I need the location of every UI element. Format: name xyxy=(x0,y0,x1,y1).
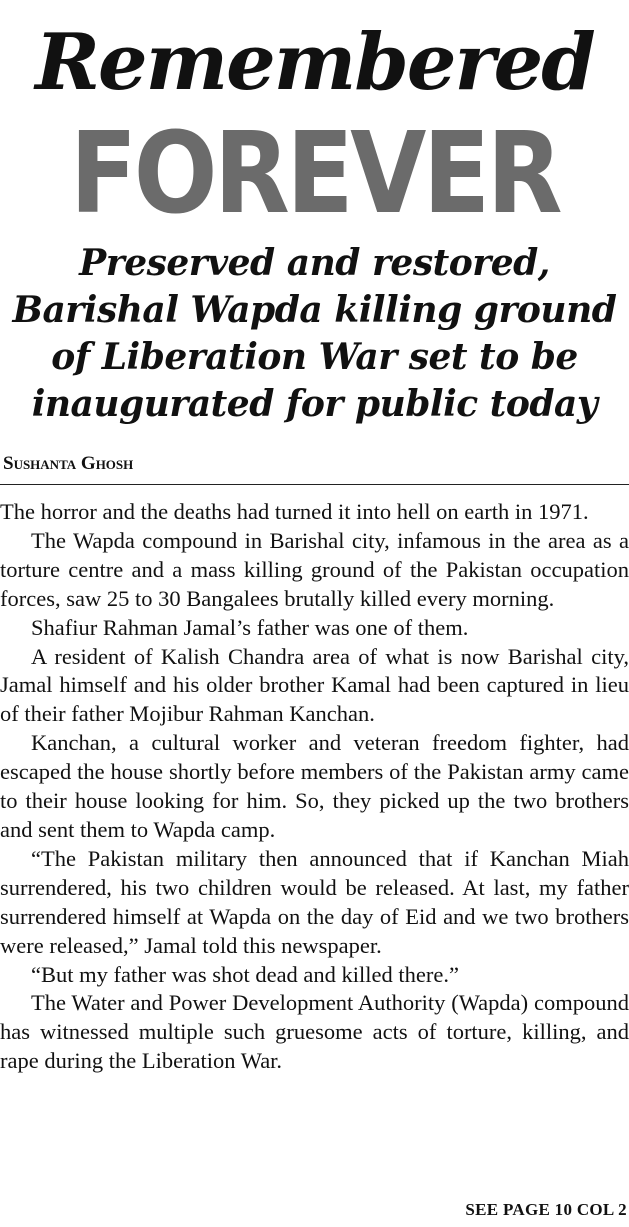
continued-on-line: SEE PAGE 10 COL 2 xyxy=(465,1200,627,1219)
article-paragraph: The Wapda compound in Barishal city, infamous in the area as a torture centre and a mass killing ground of the Pakistan occupation forces, saw 25 to 30 Bangalees brutally killed every morning. xyxy=(0,527,629,611)
deck-line: of Liberation War set to be xyxy=(51,336,578,378)
byline-divider xyxy=(0,484,629,485)
deck-line: inaugurated for public today xyxy=(31,383,598,425)
article-paragraph: “But my father was shot dead and killed there.” xyxy=(31,961,459,987)
headline-title: FOREVER xyxy=(69,109,560,239)
article-paragraph: Kanchan, a cultural worker and veteran freedom fighter, had escaped the house shortly before members of the Pakistan army came to their house looking for him. So, they picked up the two brothers and sent them to Wapda camp. xyxy=(0,730,629,842)
article-paragraph: The horror and the deaths had turned it into hell on earth in 1971. xyxy=(0,499,589,524)
article-paragraph: Shafiur Rahman Jamal’s father was one of them. xyxy=(31,614,469,640)
article-body xyxy=(0,498,629,1076)
article-paragraph: A resident of Kalish Chandra area of what is now Barishal city, Jamal himself and his older brother Kamal had been captured in lieu of their father Mojibur Rahman Kanchan. xyxy=(0,643,629,727)
article-paragraph: “The Pakistan military then announced that if Kanchan Miah surrendered, his two children would be released. At last, my father surrendered himself at Wapda on the day of Eid and we two brothers were released,” Jamal told this newspaper. xyxy=(0,845,629,958)
byline: Sushanta Ghosh xyxy=(3,453,134,474)
article-paragraph: The Water and Power Development Authority (Wapda) compound has witnessed multiple such gruesome acts of torture, killing, and rape during the Liberation War. xyxy=(0,990,629,1074)
headline-kicker: Remembered xyxy=(35,17,594,108)
deck-line: Barishal Wapda killing ground xyxy=(12,289,617,331)
headline-deck xyxy=(0,240,629,428)
deck-line: Preserved and restored, xyxy=(79,242,550,284)
